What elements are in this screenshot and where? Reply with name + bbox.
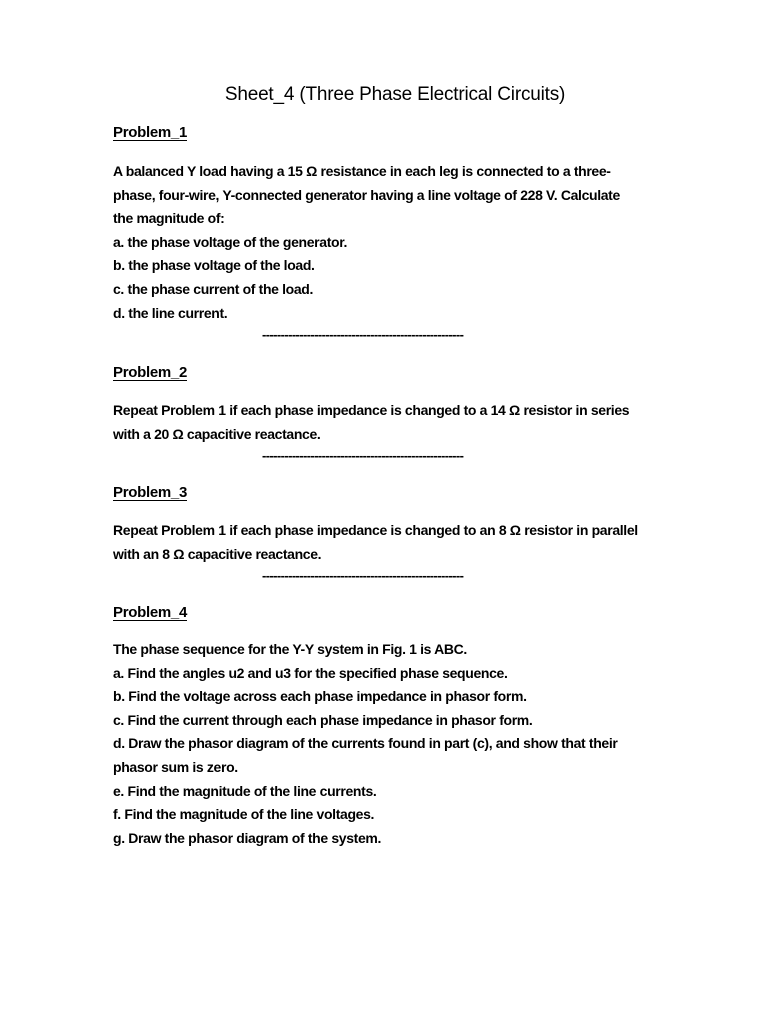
- problem-4-line-7: e. Find the magnitude of the line currents.: [113, 782, 377, 799]
- problem-4-text: [113, 638, 693, 850]
- sheet-title: Sheet_4 (Three Phase Electrical Circuits): [224, 84, 566, 105]
- problem-2-text: [113, 399, 693, 446]
- problem-1-line-3: the magnitude of:: [113, 210, 225, 227]
- problem-1-line-6: c. the phase current of the load.: [113, 280, 314, 297]
- problem-1-line-7: d. the line current.: [113, 304, 228, 321]
- problem-4-line-9: g. Draw the phasor diagram of the system.: [113, 829, 382, 846]
- problem-4-heading: Problem_4: [113, 604, 187, 621]
- section-divider-1: ------------------------------------------------------: [262, 327, 464, 342]
- problem-4-line-6: phasor sum is zero.: [113, 758, 238, 775]
- problem-1-text: [113, 160, 693, 325]
- problem-1-line-4: a. the phase voltage of the generator.: [113, 233, 348, 250]
- problem-2-heading: Problem_2: [113, 364, 187, 381]
- problem-1-heading: Problem_1: [113, 124, 187, 141]
- problem-3-heading: Problem_3: [113, 484, 187, 501]
- problem-1-line-5: b. the phase voltage of the load.: [113, 257, 315, 274]
- problem-3-line-2: with an 8 Ω capacitive reactance.: [113, 545, 322, 562]
- problem-1-line-2: phase, four-wire, Y-connected generator having a line voltage of 228 V. Calculate: [113, 186, 620, 203]
- problem-3-line-1: Repeat Problem 1 if each phase impedance is changed to an 8 Ω resistor in parallel: [113, 522, 638, 538]
- problem-4-line-5: d. Draw the phasor diagram of the currents found in part (c), and show that their: [113, 735, 618, 752]
- problem-4-line-1: The phase sequence for the Y-Y system in Fig. 1 is ABC.: [113, 641, 467, 657]
- problem-3-text: [113, 519, 693, 566]
- section-divider-3: ------------------------------------------------------: [262, 568, 464, 583]
- problem-1-line-1: A balanced Y load having a 15 Ω resistance in each leg is connected to a three-: [113, 163, 611, 179]
- problem-4-line-4: c. Find the current through each phase impedance in phasor form.: [113, 711, 533, 728]
- section-divider-2: ------------------------------------------------------: [262, 448, 464, 463]
- problem-4-line-8: f. Find the magnitude of the line voltages.: [113, 806, 375, 823]
- problem-4-line-2: a. Find the angles u2 and u3 for the specified phase sequence.: [113, 664, 508, 681]
- problem-4-line-3: b. Find the voltage across each phase impedance in phasor form.: [113, 688, 527, 705]
- problem-2-line-2: with a 20 Ω capacitive reactance.: [113, 425, 321, 442]
- problem-2-line-1: Repeat Problem 1 if each phase impedance is changed to a 14 Ω resistor in series: [113, 402, 630, 418]
